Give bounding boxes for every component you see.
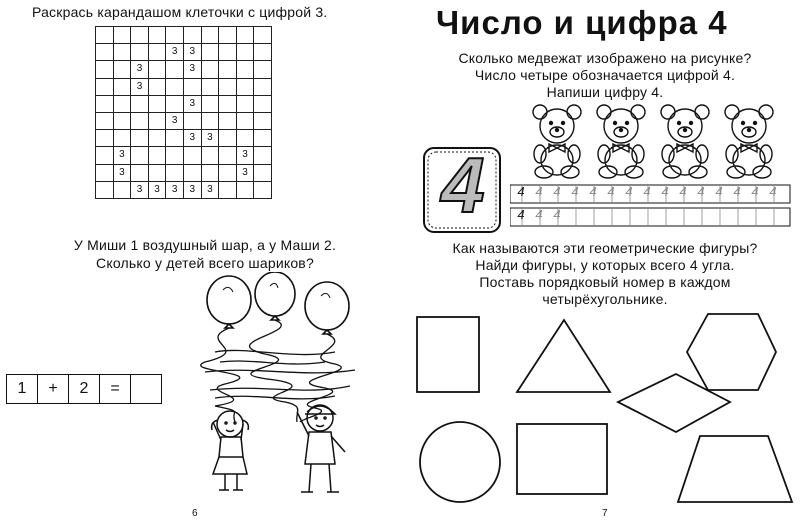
task2-line1: У Миши 1 воздушный шар, а у Маши 2. bbox=[73, 237, 337, 253]
copy-digit: 4 bbox=[517, 207, 525, 222]
grid-cell[interactable]: 3 bbox=[166, 181, 184, 198]
rhombus-shape bbox=[618, 374, 730, 432]
copy-digit: 4 bbox=[643, 184, 651, 199]
copy-digit: 4 bbox=[679, 184, 687, 199]
grid-cell[interactable] bbox=[148, 61, 166, 78]
equation-answer-cell[interactable] bbox=[131, 375, 162, 404]
grid-cell[interactable] bbox=[254, 95, 272, 112]
copy-row-2[interactable] bbox=[514, 206, 794, 226]
grid-cell[interactable] bbox=[96, 44, 114, 61]
grid-cell[interactable] bbox=[201, 95, 219, 112]
grid-cell[interactable] bbox=[254, 112, 272, 129]
grid-cell[interactable] bbox=[148, 164, 166, 181]
grid-cell[interactable] bbox=[183, 112, 201, 129]
grid-cell[interactable] bbox=[236, 95, 254, 112]
copy-row-1[interactable] bbox=[514, 183, 794, 203]
square-shape bbox=[417, 317, 479, 392]
task1-instruction: Раскрась карандашом клеточки с цифрой 3. bbox=[32, 4, 328, 20]
grid-cell[interactable] bbox=[113, 78, 131, 95]
circle-shape bbox=[420, 422, 500, 502]
grid-cell[interactable] bbox=[131, 95, 149, 112]
grid-cell[interactable] bbox=[219, 95, 237, 112]
big-digit: 4 bbox=[441, 141, 485, 229]
grid-cell[interactable]: 3 bbox=[183, 61, 201, 78]
grid-cell[interactable] bbox=[219, 181, 237, 198]
equation-cell: = bbox=[100, 375, 131, 404]
balloons-children-illustration bbox=[185, 272, 385, 497]
task-r1-line1: Сколько медвежат изображено на рисунке? bbox=[458, 50, 752, 66]
grid-cell[interactable]: 3 bbox=[236, 164, 254, 181]
task-r2-line2: Найди фигуры, у которых всего 4 угла. bbox=[475, 257, 735, 273]
grid-cell[interactable]: 3 bbox=[201, 130, 219, 147]
grid-cell[interactable] bbox=[201, 27, 219, 44]
grid-cell[interactable] bbox=[236, 130, 254, 147]
grid-cell[interactable]: 3 bbox=[131, 78, 149, 95]
grid-cell[interactable] bbox=[254, 27, 272, 44]
triangle-shape bbox=[517, 320, 610, 392]
grid-cell[interactable]: 3 bbox=[183, 130, 201, 147]
grid-cell[interactable] bbox=[236, 78, 254, 95]
grid-cell[interactable] bbox=[113, 181, 131, 198]
grid-cell[interactable] bbox=[219, 61, 237, 78]
grid-cell[interactable] bbox=[96, 95, 114, 112]
grid-cell[interactable] bbox=[131, 44, 149, 61]
equation-cell: 2 bbox=[69, 375, 100, 404]
copy-digit: 4 bbox=[661, 184, 669, 199]
grid-cell[interactable] bbox=[148, 147, 166, 164]
grid-cell[interactable]: 3 bbox=[183, 181, 201, 198]
copy-digit: 4 bbox=[535, 207, 543, 222]
task-r2-line1: Как называются эти геометрические фигуры? bbox=[452, 240, 758, 256]
grid-cell[interactable]: 3 bbox=[166, 44, 184, 61]
grid-cell[interactable] bbox=[166, 78, 184, 95]
equation-boxes bbox=[6, 374, 162, 404]
grid-cell[interactable] bbox=[236, 112, 254, 129]
grid-cell[interactable] bbox=[96, 27, 114, 44]
grid-cell[interactable]: 3 bbox=[131, 181, 149, 198]
grid-cell[interactable] bbox=[96, 164, 114, 181]
grid-cell[interactable] bbox=[166, 61, 184, 78]
grid-cell[interactable] bbox=[254, 61, 272, 78]
grid-cell[interactable] bbox=[113, 112, 131, 129]
copy-digit: 4 bbox=[553, 207, 561, 222]
grid-cell[interactable] bbox=[219, 27, 237, 44]
grid-cell[interactable] bbox=[113, 61, 131, 78]
grid-cell[interactable]: 3 bbox=[113, 147, 131, 164]
copy-digit: 4 bbox=[751, 184, 759, 199]
grid-cell[interactable] bbox=[219, 112, 237, 129]
grid-cell[interactable] bbox=[201, 44, 219, 61]
grid-cell[interactable] bbox=[236, 181, 254, 198]
grid-cell[interactable]: 3 bbox=[113, 164, 131, 181]
grid-cell[interactable] bbox=[131, 112, 149, 129]
grid-cell[interactable]: 3 bbox=[236, 147, 254, 164]
copy-digit: 4 bbox=[769, 184, 777, 199]
copy-digit: 4 bbox=[715, 184, 723, 199]
grid-cell[interactable] bbox=[166, 130, 184, 147]
grid-cell[interactable] bbox=[131, 164, 149, 181]
grid-cell[interactable] bbox=[113, 130, 131, 147]
grid-cell[interactable] bbox=[254, 44, 272, 61]
grid-cell[interactable] bbox=[96, 61, 114, 78]
grid-cell[interactable] bbox=[113, 44, 131, 61]
rectangle-shape bbox=[517, 424, 607, 494]
grid-cell[interactable] bbox=[113, 95, 131, 112]
grid-cell[interactable]: 3 bbox=[148, 181, 166, 198]
grid-cell[interactable] bbox=[236, 61, 254, 78]
hexagon-shape bbox=[687, 314, 776, 390]
grid-cell[interactable] bbox=[236, 44, 254, 61]
grid-cell[interactable] bbox=[201, 61, 219, 78]
grid-cell[interactable] bbox=[183, 27, 201, 44]
grid-cell[interactable] bbox=[201, 78, 219, 95]
grid-cell[interactable] bbox=[166, 147, 184, 164]
grid-cell[interactable] bbox=[254, 164, 272, 181]
grid-cell[interactable] bbox=[166, 164, 184, 181]
grid-cell[interactable] bbox=[183, 78, 201, 95]
teddy-bears-illustration bbox=[530, 102, 780, 180]
grid-cell[interactable] bbox=[183, 147, 201, 164]
grid-cell[interactable] bbox=[96, 130, 114, 147]
task-r2-line4: четырёхугольнике. bbox=[542, 291, 668, 307]
grid-cell[interactable]: 3 bbox=[166, 112, 184, 129]
geometric-shapes bbox=[410, 312, 800, 512]
copy-digit: 4 bbox=[517, 184, 525, 199]
grid-cell[interactable] bbox=[131, 130, 149, 147]
task-r1-line3: Напиши цифру 4. bbox=[546, 84, 664, 100]
number-grid bbox=[95, 26, 272, 199]
task2-line2: Сколько у детей всего шариков? bbox=[96, 255, 314, 271]
task-r1-line2: Число четыре обозначается цифрой 4. bbox=[474, 67, 736, 83]
grid-cell[interactable] bbox=[219, 44, 237, 61]
grid-cell[interactable] bbox=[254, 181, 272, 198]
grid-cell[interactable]: 3 bbox=[183, 44, 201, 61]
grid-cell[interactable] bbox=[201, 164, 219, 181]
grid-cell[interactable]: 3 bbox=[201, 181, 219, 198]
page-number-right: 7 bbox=[602, 508, 608, 519]
copy-digit: 4 bbox=[733, 184, 741, 199]
copy-digit: 4 bbox=[607, 184, 615, 199]
grid-cell[interactable] bbox=[254, 147, 272, 164]
equation-cell: + bbox=[38, 375, 69, 404]
trapezoid-shape bbox=[678, 436, 792, 502]
grid-cell[interactable] bbox=[148, 95, 166, 112]
grid-cell[interactable] bbox=[96, 78, 114, 95]
grid-cell[interactable] bbox=[166, 95, 184, 112]
copy-digit: 4 bbox=[553, 184, 561, 199]
grid-cell[interactable] bbox=[219, 164, 237, 181]
equation-cell: 1 bbox=[7, 375, 38, 404]
task-r2-line3: Поставь порядковый номер в каждом bbox=[479, 274, 731, 290]
grid-cell[interactable] bbox=[148, 27, 166, 44]
grid-cell[interactable] bbox=[201, 147, 219, 164]
copy-digit: 4 bbox=[589, 184, 597, 199]
grid-cell[interactable] bbox=[183, 164, 201, 181]
page-number-left: 6 bbox=[192, 508, 198, 519]
grid-cell[interactable] bbox=[219, 147, 237, 164]
grid-cell[interactable] bbox=[236, 27, 254, 44]
grid-cell[interactable] bbox=[96, 181, 114, 198]
page-title: Число и цифра 4 bbox=[436, 4, 728, 41]
grid-cell[interactable] bbox=[96, 112, 114, 129]
grid-cell[interactable] bbox=[131, 147, 149, 164]
copy-digit: 4 bbox=[625, 184, 633, 199]
copy-digit: 4 bbox=[697, 184, 705, 199]
grid-cell[interactable] bbox=[131, 27, 149, 44]
grid-cell[interactable] bbox=[113, 27, 131, 44]
grid-cell[interactable] bbox=[148, 44, 166, 61]
grid-cell[interactable] bbox=[201, 112, 219, 129]
copy-digit: 4 bbox=[535, 184, 543, 199]
grid-cell[interactable] bbox=[148, 130, 166, 147]
grid-cell[interactable]: 3 bbox=[131, 61, 149, 78]
grid-cell[interactable] bbox=[96, 147, 114, 164]
grid-cell[interactable]: 3 bbox=[183, 95, 201, 112]
grid-cell[interactable] bbox=[219, 130, 237, 147]
grid-cell[interactable] bbox=[166, 27, 184, 44]
grid-cell[interactable] bbox=[254, 78, 272, 95]
grid-cell[interactable] bbox=[148, 78, 166, 95]
grid-cell[interactable] bbox=[254, 130, 272, 147]
copy-digit: 4 bbox=[571, 184, 579, 199]
grid-cell[interactable] bbox=[219, 78, 237, 95]
grid-cell[interactable] bbox=[148, 112, 166, 129]
